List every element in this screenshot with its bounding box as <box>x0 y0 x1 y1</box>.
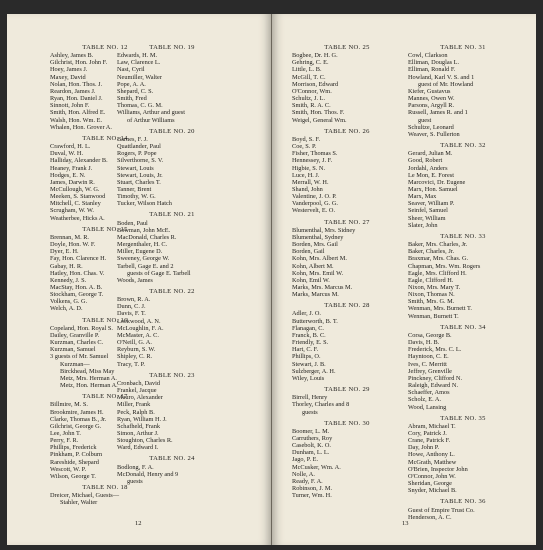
guest-name: Dunham, L. L. <box>292 449 330 457</box>
guest-name: guests <box>127 477 143 485</box>
guest-name: Stewart, Louis <box>117 164 154 172</box>
guest-name: Phillips, O. <box>292 353 321 361</box>
guest-name: Kohn, Mrs. Albert M. <box>292 255 347 263</box>
guest-name: MacStay, Hon. A. B. <box>50 284 103 291</box>
guest-name: Blumenthal, Mrs. Sidney <box>292 226 356 234</box>
table-listing <box>408 44 528 138</box>
guest-name: Edwards, H. M. <box>117 52 158 60</box>
guest-name: Wenman, Burnett T. <box>408 312 459 320</box>
guest-name: Heaney, Frank J. <box>50 164 93 172</box>
guest-name: Wood, Lansing <box>408 403 447 411</box>
guest-name: Baker, Charles, Jr. <box>408 248 455 256</box>
table-heading: TABLE NO. 26 <box>324 127 370 135</box>
guest-name: Ready, F. A. <box>292 477 323 485</box>
guest-name: Cory, Patrick J. <box>408 429 447 437</box>
guest-name: of Arthur Williams <box>127 116 175 124</box>
table-heading: TABLE NO. 17 <box>82 393 128 401</box>
guest-name: Rogers, P. Pope <box>117 150 157 158</box>
guest-name: Weaver, S. Fullerton <box>408 130 460 138</box>
guest-name: Tucker, Wilson Hatch <box>117 200 172 208</box>
guest-name: Scholz, E. A. <box>408 396 442 404</box>
table-listing <box>408 233 528 320</box>
guest-name: Crawford, H. L. <box>50 143 91 151</box>
guest-name: Walsh, Hon. Wm. E. <box>50 116 103 124</box>
guest-name: Howland, Karl V. S. and 1 <box>408 73 475 81</box>
guest-name: Shand, John <box>292 185 323 193</box>
guest-name: Maxey, David <box>50 73 86 81</box>
guest-name: Boomer, L. M. <box>292 427 330 435</box>
guest-name: Mannes, Owen W. <box>408 95 455 103</box>
table-listing <box>292 128 412 215</box>
guest-name: Birckhead, Miss May <box>60 367 115 375</box>
guest-name: Ives, C. Merritt <box>408 360 447 368</box>
guest-name: Reyburn, S. W. <box>117 346 156 354</box>
guest-name: Bodlong, F. A. <box>117 463 154 471</box>
guest-name: Eagle, Mrs. Clifford H. <box>408 269 467 277</box>
guest-name: Turner, Wm. H. <box>292 492 332 500</box>
guest-name: Elliman, Douglas L. <box>408 59 460 67</box>
guest-name: James, Darwin R. <box>50 178 95 186</box>
table-heading: TABLE NO. 25 <box>324 44 370 51</box>
guest-name: Neumiller, Walter <box>117 73 162 81</box>
left-page-column-2 <box>117 44 237 489</box>
guest-name: Guest of Empire Trust Co. <box>408 506 475 514</box>
guest-name: Borden, Mrs. Gail <box>292 241 338 249</box>
guest-name: Schaeffer, Amos <box>408 389 450 397</box>
guest-name: Dyer, E. H. <box>50 248 79 256</box>
guest-name: Clarke, Thomas B., Jr. <box>50 415 107 423</box>
guest-name: Hart, C. F. <box>292 346 319 354</box>
guest-name: Nast, Cyril <box>117 66 145 74</box>
guest-name: Pinckney, Clifford N. <box>408 374 463 382</box>
guest-name: MacDonald, Charles R. <box>117 233 177 241</box>
guest-name: Brookmire, James H. <box>50 408 104 416</box>
table-listing <box>117 211 237 284</box>
table-listing <box>292 420 412 500</box>
book-spread <box>7 14 536 545</box>
guest-name: Elliman, Ronald F. <box>408 66 456 74</box>
guest-name: Morrison, Edward <box>292 80 339 88</box>
right-page-column-2 <box>408 44 528 525</box>
guest-name: Adler, J. O. <box>292 310 321 318</box>
guest-name: Sweeney, George W. <box>117 255 170 263</box>
guest-name: Wescott, W. P. <box>50 465 87 473</box>
guest-name: Schultz, J. L. <box>292 95 326 103</box>
guest-name: Brown, R. A. <box>117 296 151 304</box>
guest-name: Smith, Hon. Alfred E. <box>50 109 106 117</box>
guest-name: Corsa, George B. <box>408 331 452 339</box>
table-listing <box>117 455 237 485</box>
guest-name: Schafheld, Frank <box>117 422 161 430</box>
guest-name: Howe, Anthony L. <box>408 451 455 459</box>
guest-name: Kohn, Albert M. <box>292 262 334 270</box>
guest-name: Quattlander, Paul <box>117 143 161 151</box>
guest-name: Williams, Arthur and guest <box>117 109 185 117</box>
guest-name: Stahler, Walter <box>60 499 98 507</box>
table-heading: TABLE NO. 36 <box>440 498 486 506</box>
guest-name: Nixon, Thomas N. <box>408 291 455 299</box>
guest-name: Mitchell, C. Stanley <box>50 200 101 208</box>
guest-name: Good, Robert <box>408 157 443 165</box>
guest-name: Jago, P. E. <box>292 456 319 464</box>
table-heading: TABLE NO. 14 <box>82 134 128 142</box>
table-listing <box>408 415 528 495</box>
table-listing <box>408 324 528 411</box>
table-listing <box>292 302 412 382</box>
guest-name: Frederick, Mrs. C. L. <box>408 346 462 354</box>
guest-name: Valentine, J. O. P. <box>292 193 337 201</box>
guest-name: Peck, Ralph B. <box>117 408 155 416</box>
guest-name: O'Neill, G. A. <box>117 339 152 347</box>
guest-name: Smith, R. A. C. <box>292 102 331 110</box>
guest-name: Rareshide, Shepard <box>50 458 99 466</box>
guest-name: Pope, A. A. <box>117 80 146 88</box>
guest-name: Boden, Paul <box>117 219 148 227</box>
table-heading: TABLE NO. 15 <box>82 225 128 233</box>
guest-name: Braxmar, Mrs. Chas. G. <box>408 255 469 263</box>
guest-name: Billmire, M. S. <box>50 401 88 409</box>
guest-name: Ryan, Hon. Daniel J. <box>50 95 103 103</box>
guest-name: Snyder, Michael B. <box>408 487 457 495</box>
guest-name: Kennedy, J. S. <box>50 276 87 284</box>
guest-name: Kurzman, Charles C. <box>50 339 104 347</box>
guest-name: Thomas, C. G. M. <box>117 102 163 110</box>
guest-name: Luce, H. J. <box>292 171 320 179</box>
table-heading: TABLE NO. 32 <box>440 142 486 150</box>
guest-name: Nolan, Hon. Thos. J. <box>50 80 103 88</box>
guest-name: guests of Gage E. Tarbell <box>127 269 191 277</box>
guest-name: Hoey, James J. <box>50 66 88 74</box>
guest-name: Kurzman— <box>60 360 90 368</box>
table-listing <box>117 128 237 208</box>
guest-name: Volkens, G. G. <box>50 298 88 306</box>
guest-name: Sheridan, George <box>408 480 452 488</box>
guest-name: Cronbach, David <box>117 379 161 387</box>
guest-name: Perry, F. R. <box>50 437 79 445</box>
guest-name: Jeffrey, Grenville <box>408 367 452 375</box>
table-heading: TABLE NO. 23 <box>149 371 195 379</box>
guest-name: Miller, Frank <box>117 401 151 409</box>
guest-name: Nixon, Mrs. Mary T. <box>408 284 461 291</box>
guest-name: Silverthorne, S. V. <box>117 157 164 165</box>
guest-name: Scrugham, W. W. <box>50 207 94 215</box>
guest-name: Vanderpool, G. G. <box>292 200 338 208</box>
guest-name: Shepard, C. S. <box>117 87 154 95</box>
guest-name: McDonald, Henry and 9 <box>117 470 179 478</box>
guest-name: Thorley, Charles and 8 <box>292 401 350 409</box>
guest-name: Flanagan, C. <box>292 324 325 332</box>
guest-name: McCullough, W. G. <box>50 185 100 193</box>
guest-name: Timothy, W. G. <box>117 193 156 201</box>
guest-name: Law, Clarence L. <box>117 59 161 67</box>
guest-name: Cowl, Clarkson <box>408 52 448 60</box>
guest-name: McMaster, A. C. <box>117 331 159 339</box>
guest-name: Brennan, M. R. <box>50 233 90 241</box>
guest-name: Gilchrist, George G. <box>50 422 102 430</box>
guest-name: Doyle, Hon. W. F. <box>50 241 96 249</box>
guest-name: Phillips, Frederick <box>50 444 97 452</box>
guest-name: guests <box>302 408 318 416</box>
guest-name: Duval, W. H. <box>50 150 84 158</box>
table-listing <box>292 219 412 299</box>
guest-name: Kurzman, Samuel <box>50 346 96 354</box>
guest-name: Gabay, H. R. <box>50 262 83 270</box>
guest-name: guest <box>418 116 432 124</box>
guest-name: Kohn, Mrs. Emil W. <box>292 269 344 277</box>
guest-name: Simon, Arthur J. <box>117 429 159 437</box>
guest-name: Parsons, Argyll R. <box>408 102 455 110</box>
table-heading: TABLE NO. 31 <box>440 44 486 51</box>
right-page-column-1 <box>292 44 412 503</box>
guest-name: Gerard, Julian M. <box>408 150 453 158</box>
guest-name: McGill, T. C. <box>292 73 326 81</box>
guest-name: Metz, Hon. Herman A. <box>60 382 118 390</box>
guest-name: Smith, Hon. Thos. F. <box>292 109 345 117</box>
guest-name: Mergenthaler, H. C. <box>117 241 168 249</box>
guest-name: McCusker, Wm. A. <box>292 463 341 471</box>
left-page <box>7 14 271 545</box>
guest-name: Frankel, Jacque <box>117 387 157 395</box>
guest-name: Tarbell, Gage E. and 2 <box>117 262 174 270</box>
guest-name: Blumenthal, Sydney <box>292 233 344 241</box>
table-heading: TABLE NO. 24 <box>149 455 195 463</box>
guest-name: Miller, Eugene D. <box>117 248 163 256</box>
guest-name: Hayntoon, C. E. <box>408 353 449 361</box>
guest-name: O'Connor, John W. <box>408 472 456 480</box>
table-listing <box>408 498 528 520</box>
guest-name: Raleigh, Edward N. <box>408 382 459 390</box>
guest-name: Ryan, William H. J. <box>117 415 167 423</box>
table-listing <box>292 44 412 124</box>
table-heading: TABLE NO. 29 <box>324 386 370 394</box>
guest-name: Sinnott, John F. <box>50 102 90 110</box>
guest-name: Stockham, George T. <box>50 291 104 299</box>
guest-name: Stoughton, Charles R. <box>117 437 173 445</box>
guest-name: Stewart, Louis, Jr. <box>117 171 163 179</box>
guest-name: Stewart, J. B. <box>292 360 326 368</box>
guest-name: guest of Mr. Howland <box>418 80 474 88</box>
guest-name: Baker, Mrs. Charles, Jr. <box>408 241 468 249</box>
guest-name: Crane, Patrick F. <box>408 437 451 445</box>
guest-name: Reardon, James J. <box>50 87 96 95</box>
guest-name: Stuart, Charles T. <box>117 178 161 186</box>
guest-name: Gehring, C. E. <box>292 59 329 67</box>
guest-name: Dunn, C. J. <box>117 303 146 311</box>
guest-name: Barnes, F. J. <box>117 135 148 143</box>
guest-name: Marx, Max <box>408 193 437 201</box>
guest-name: Westervelt, E. O. <box>292 207 336 215</box>
table-heading: TABLE NO. 12 <box>82 44 128 51</box>
guest-name: Higbie, S. N. <box>292 164 326 172</box>
table-listing <box>117 44 237 124</box>
table-heading: TABLE NO. 35 <box>440 414 486 422</box>
guest-name: Tanner, Brent <box>117 185 152 193</box>
guest-name: Copeland, Hon. Royal S. <box>50 324 113 332</box>
table-heading: TABLE NO. 20 <box>149 127 195 135</box>
table-listing <box>408 142 528 229</box>
guest-name: Little, L. B. <box>292 66 322 74</box>
guest-name: Shipley, C. R. <box>117 353 153 361</box>
guest-name: Fay, Hon. Clarence H. <box>50 255 107 263</box>
table-heading: TABLE NO. 21 <box>149 211 195 219</box>
guest-name: Davis, H. B. <box>408 339 440 347</box>
guest-name: Merrall, W. H. <box>292 178 329 186</box>
table-heading: TABLE NO. 27 <box>324 218 370 226</box>
guest-name: Hodges, E. N. <box>50 171 86 179</box>
guest-name: Birrell, Henry <box>292 394 328 402</box>
guest-name: Carruthers, Roy <box>292 434 333 442</box>
guest-name: Weatherbee, Hicks A. <box>50 214 105 222</box>
guest-name: Chapman, Mrs. Wm. Rogers <box>408 262 481 270</box>
guest-name: Bogbee, Dr. H. G. <box>292 52 338 60</box>
guest-name: Casebolt, K. O. <box>292 442 332 450</box>
guest-name: Wiley, Louis <box>292 374 325 382</box>
table-heading: TABLE NO. 30 <box>324 419 370 427</box>
guest-name: Lockwood, A. N. <box>117 317 161 325</box>
table-heading: TABLE NO. 28 <box>324 302 370 310</box>
guest-name: Le Mon, E. Forest <box>408 171 454 179</box>
guest-name: Mauro, Alexander <box>117 394 163 402</box>
guest-name: Hennessey, J. F. <box>292 157 333 165</box>
guest-name: Seinfel, Samuel <box>408 207 448 215</box>
guest-name: Dailey, Granville P. <box>50 331 100 339</box>
guest-name: Smith, Fred <box>117 95 147 103</box>
guest-name: Ashley, James B. <box>50 52 94 60</box>
guest-name: Marks, Mrs. Marcus M. <box>292 284 353 291</box>
guest-name: Hatley, Hon. Chas. V. <box>50 269 105 277</box>
guest-name: Pinkham, P. Colburn <box>50 451 103 459</box>
guest-name: Schultze, Leonard <box>408 123 454 131</box>
guest-name: Day, John P. <box>408 444 440 452</box>
guest-name: Woods, James <box>117 276 153 284</box>
guest-name: Kohn, Emil W. <box>292 276 330 284</box>
table-heading: TABLE NO. 19 <box>149 44 195 51</box>
guest-name: Welch, A. D. <box>50 305 83 313</box>
guest-name: Seaver, William P. <box>408 200 455 208</box>
page-number-left: 12 <box>135 520 142 527</box>
guest-name: Marcovici, Dr. Eugene <box>408 178 466 186</box>
guest-name: Henderson, A. C. <box>408 513 452 521</box>
table-listing <box>292 386 412 416</box>
guest-name: Smith, Mrs. G. M. <box>408 298 455 306</box>
guest-name: O'Brien, Inspector John <box>408 465 468 473</box>
guest-name: Tracy, T. P. <box>117 360 145 368</box>
guest-name: Jordahl, Anders <box>408 164 448 172</box>
guest-name: Borden, Gail <box>292 248 325 256</box>
guest-name: McGrath, Matthew <box>408 458 457 466</box>
guest-name: Butterworth, B. T. <box>292 317 338 325</box>
guest-name: Eagle, Clifford H. <box>408 276 454 284</box>
guest-name: Bowman, John McE. <box>117 226 171 234</box>
guest-name: Franck, B. C. <box>292 331 326 339</box>
guest-name: Marx, Hon. Samuel <box>408 185 458 193</box>
guest-name: Slater, John <box>408 221 438 229</box>
guest-name: Metz, Mrs. Herman A. <box>60 374 118 382</box>
table-heading: TABLE NO. 34 <box>440 323 486 331</box>
guest-name: Boyd, S. F. <box>292 135 321 143</box>
table-listing <box>117 372 237 452</box>
table-heading: TABLE NO. 16 <box>82 316 128 324</box>
guest-name: Robinson, J. M. <box>292 485 333 493</box>
guest-name: Meeken, S. Stanwood <box>50 193 106 201</box>
right-page <box>272 14 536 545</box>
guest-name: Wilson, George T. <box>50 472 96 480</box>
guest-name: Russell, James R. and 1 <box>408 109 468 117</box>
guest-name: Abram, Michael T. <box>408 422 456 430</box>
guest-name: Weigel, General Wm. <box>292 116 347 124</box>
guest-name: Halliday, Alexander B. <box>50 157 108 165</box>
guest-name: Coe, S. P. <box>292 143 317 151</box>
guest-name: Lee, John T. <box>50 429 81 437</box>
guest-name: Wenman, Mrs. Burnett T. <box>408 305 472 313</box>
guest-name: O'Connor, Wm. <box>292 87 332 95</box>
guest-name: Marks, Marcus M. <box>292 291 339 299</box>
guest-name: Kiefer, Gustavus <box>408 87 451 95</box>
guest-name: Fisher, Thomas S. <box>292 150 338 158</box>
guest-name: Sheer, William <box>408 214 446 222</box>
guest-name: 3 guests of Mr. Samuel <box>50 353 109 361</box>
guest-name: Nolle, A. <box>292 470 315 478</box>
guest-name: Friendly, E. S. <box>292 339 329 347</box>
guest-name: Sulzberger, A. H. <box>292 367 336 375</box>
table-heading: TABLE NO. 18 <box>82 484 128 492</box>
table-listing <box>117 288 237 368</box>
page-number-right: 13 <box>402 520 409 527</box>
table-heading: TABLE NO. 33 <box>440 232 486 240</box>
table-heading: TABLE NO. 22 <box>149 288 195 295</box>
guest-name: McLoughlin, F. A. <box>117 324 164 332</box>
guest-name: Gilchrist, Hon. John F. <box>50 59 108 67</box>
guest-name: Ward, Edward I. <box>117 444 159 452</box>
guest-name: Whalen, Hon. Grover A. <box>50 123 112 131</box>
guest-name: Davis, F. T. <box>117 310 146 318</box>
guest-name: Dreicer, Michael, Guests— <box>50 492 119 500</box>
